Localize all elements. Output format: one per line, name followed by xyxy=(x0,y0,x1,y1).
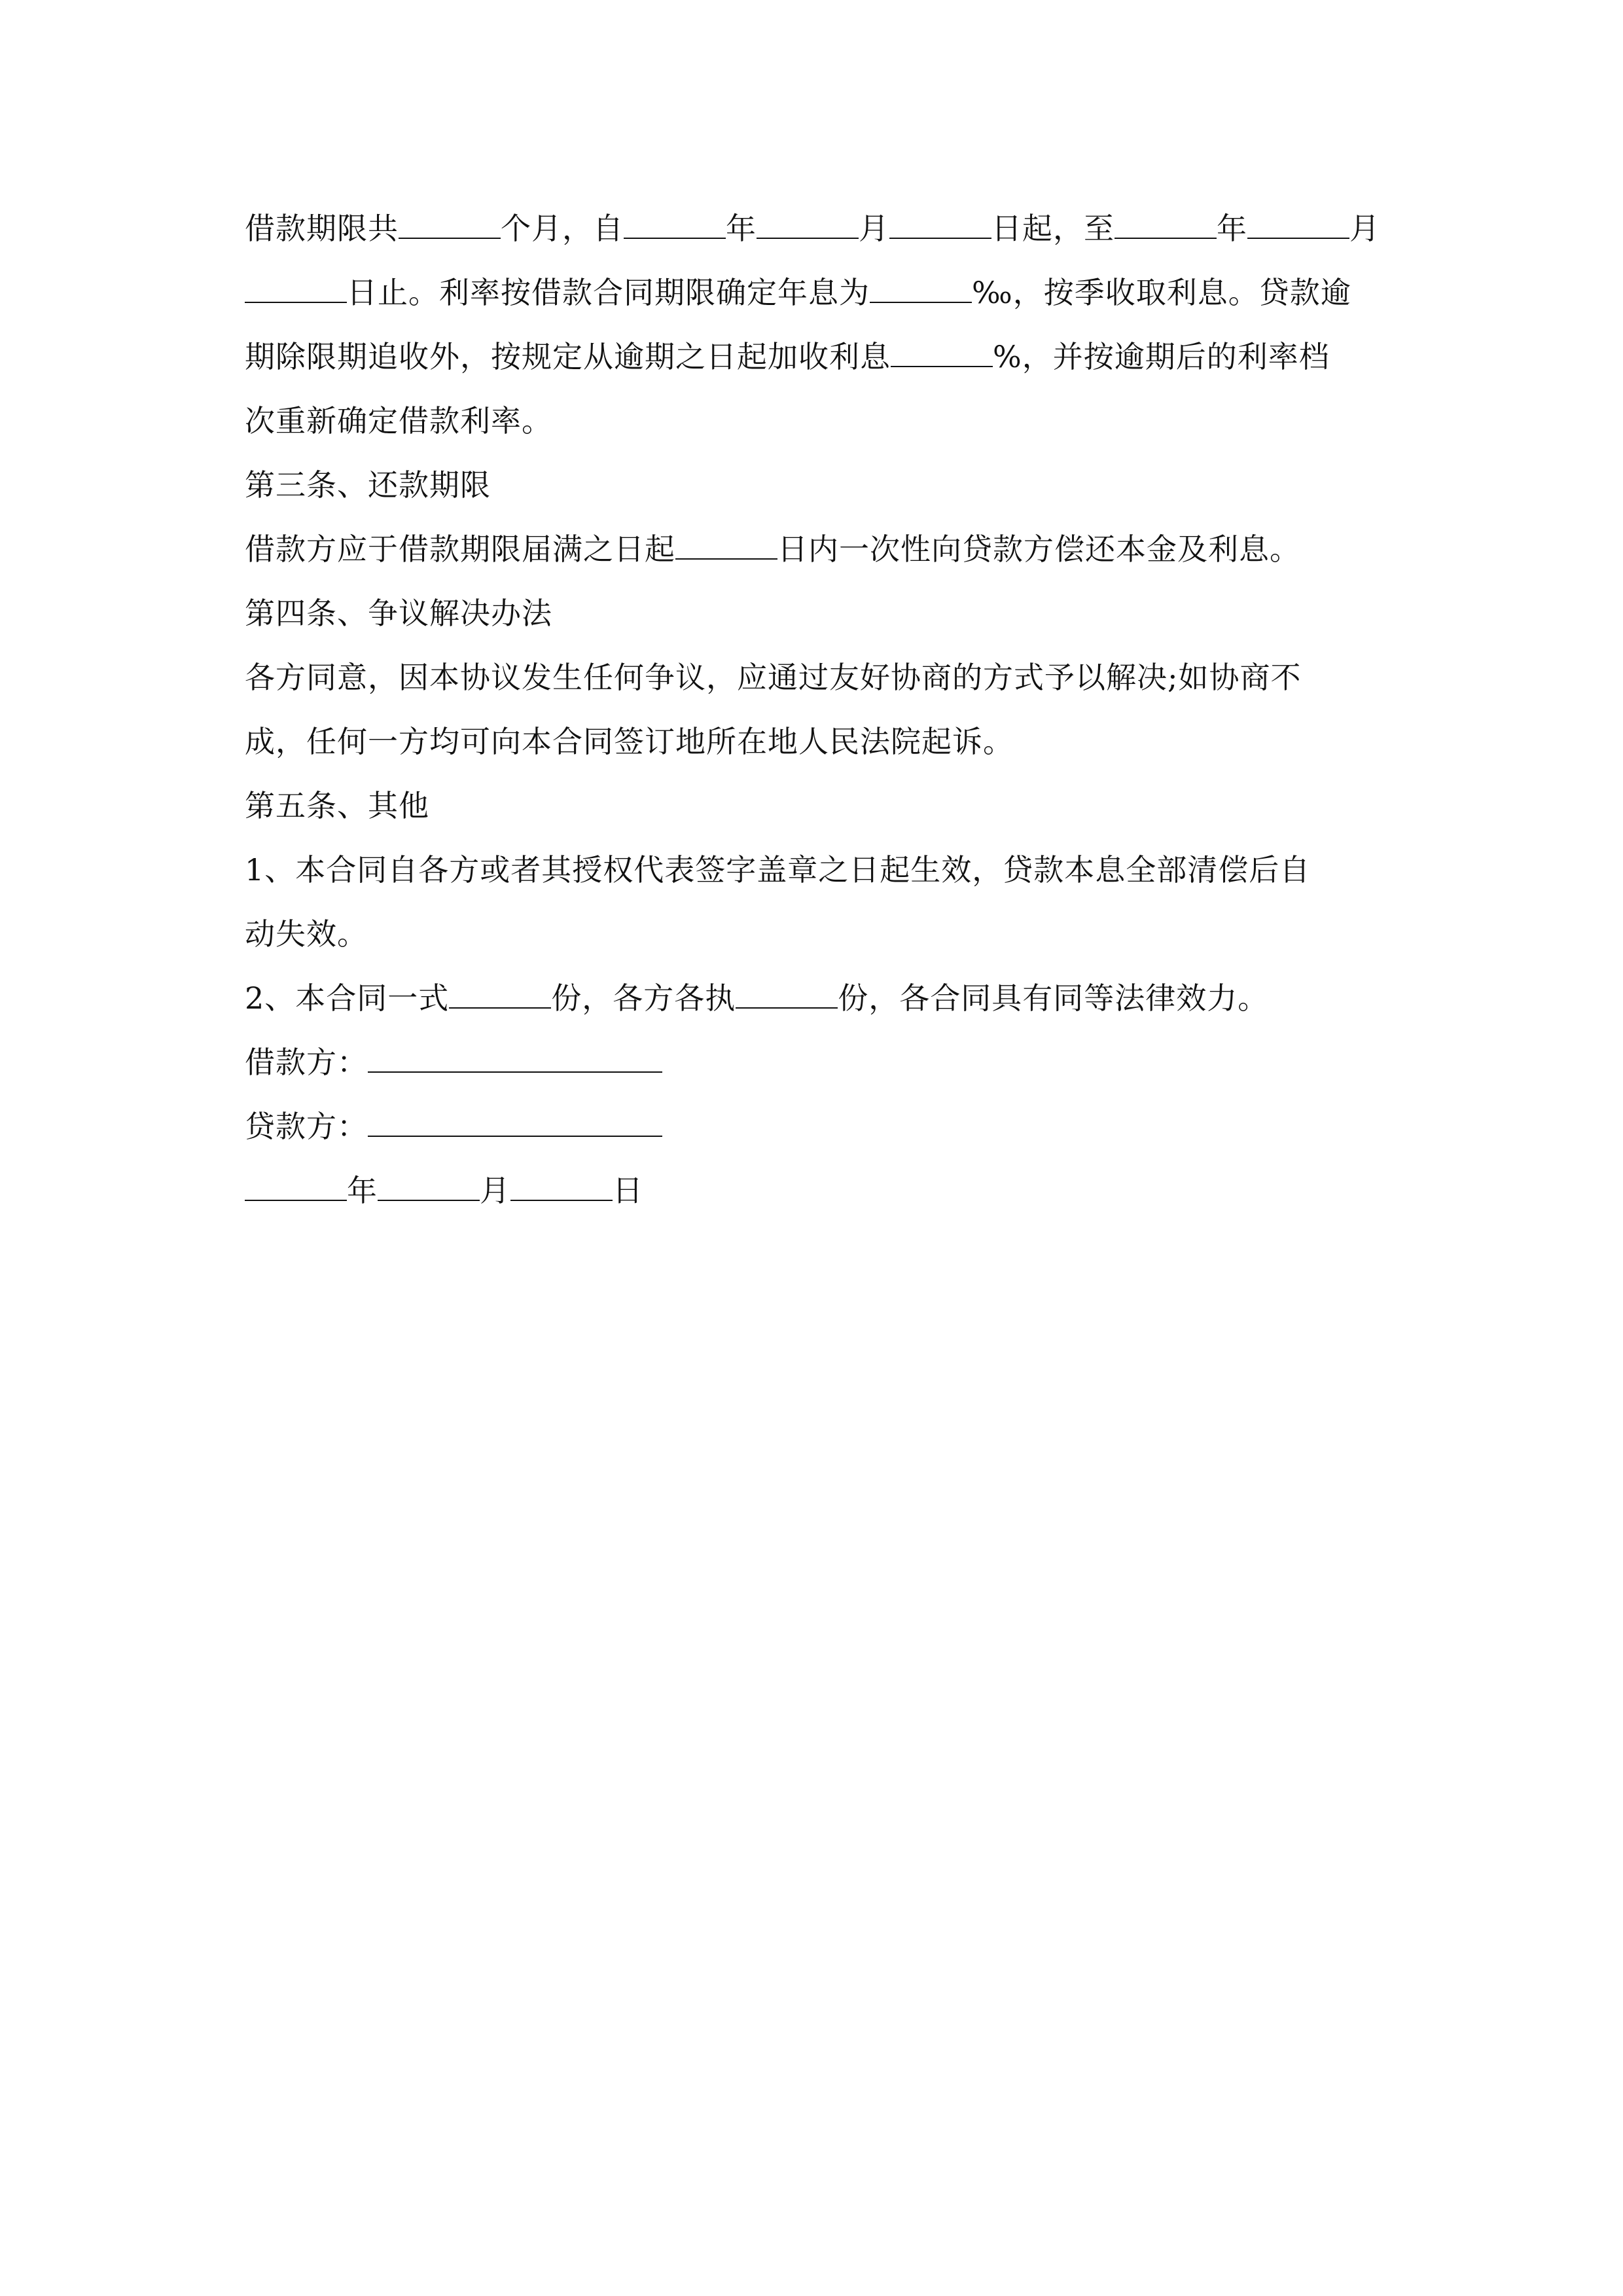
blank-start-month xyxy=(757,211,859,239)
article-5-heading: 第五条、其他 xyxy=(245,788,429,823)
term-line-2 xyxy=(245,260,1383,325)
blank-copies-total xyxy=(449,981,551,1009)
borrower-label: 借款方： xyxy=(245,1045,368,1080)
blank-end-year xyxy=(1115,211,1217,239)
article-5-item-1-line-1: 1、本合同自各方或者其授权代表签字盖章之日起生效，贷款本息全部清偿后自 xyxy=(245,852,1311,888)
text: ‰，按季收取利息。贷款逾 xyxy=(972,275,1351,310)
document-page xyxy=(245,196,1383,1223)
text: 月 xyxy=(480,1173,510,1208)
text: 借款方应于借款期限届满之日起 xyxy=(245,531,675,567)
text: 年 xyxy=(1217,211,1247,246)
blank-end-month xyxy=(1247,211,1349,239)
blank-sign-month xyxy=(378,1174,480,1201)
article-4-line-1: 各方同意，因本协议发生任何争议，应通过友好协商的方式予以解决;如协商不 xyxy=(245,660,1302,695)
text: 借款期限共 xyxy=(245,211,399,246)
text: 份，各合同具有同等法律效力。 xyxy=(838,980,1269,1016)
lender-signature-blank xyxy=(368,1109,662,1137)
term-line-1 xyxy=(245,196,1383,260)
text: 月 xyxy=(1349,211,1380,246)
text: 日 xyxy=(613,1173,643,1208)
article-3-heading: 第三条、还款期限 xyxy=(245,467,491,503)
blank-start-day xyxy=(889,211,991,239)
blank-copies-each xyxy=(736,981,838,1009)
term-line-4: 次重新确定借款利率。 xyxy=(245,403,552,439)
article-4-heading: 第四条、争议解决办法 xyxy=(245,596,552,631)
text: 日内一次性向贷款方偿还本金及利息。 xyxy=(777,531,1300,567)
article-5-item-1-line-2: 动失效。 xyxy=(245,916,368,952)
text: 2、本合同一式 xyxy=(245,980,450,1016)
blank-penalty-rate xyxy=(891,340,993,367)
borrower-signature-line xyxy=(245,1030,1383,1094)
text: 份，各方各执 xyxy=(551,980,736,1016)
article-4-line-2: 成，任何一方均可向本合同签订地所在地人民法院起诉。 xyxy=(245,724,1014,759)
blank-sign-day xyxy=(510,1174,613,1201)
article-3-body xyxy=(245,517,1383,581)
lender-signature-line xyxy=(245,1094,1383,1158)
text: 日止。利率按借款合同期限确定年息为 xyxy=(347,275,870,310)
signing-date-line xyxy=(245,1158,1383,1223)
lender-label: 贷款方： xyxy=(245,1109,368,1144)
term-line-3 xyxy=(245,325,1383,389)
article-5-item-2 xyxy=(245,966,1383,1030)
blank-end-day xyxy=(245,276,347,303)
text: 年 xyxy=(347,1173,378,1208)
blank-start-year xyxy=(624,211,726,239)
blank-annual-rate xyxy=(870,276,972,303)
blank-sign-year xyxy=(245,1174,347,1201)
text: 日起，至 xyxy=(991,211,1115,246)
blank-months xyxy=(399,211,501,239)
text: 年 xyxy=(726,211,757,246)
text: 期除限期追收外，按规定从逾期之日起加收利息 xyxy=(245,339,891,374)
borrower-signature-blank xyxy=(368,1045,662,1073)
text: %，并按逾期后的利率档 xyxy=(993,339,1330,374)
text: 个月，自 xyxy=(501,211,624,246)
blank-repay-days xyxy=(675,532,777,560)
text: 月 xyxy=(859,211,889,246)
